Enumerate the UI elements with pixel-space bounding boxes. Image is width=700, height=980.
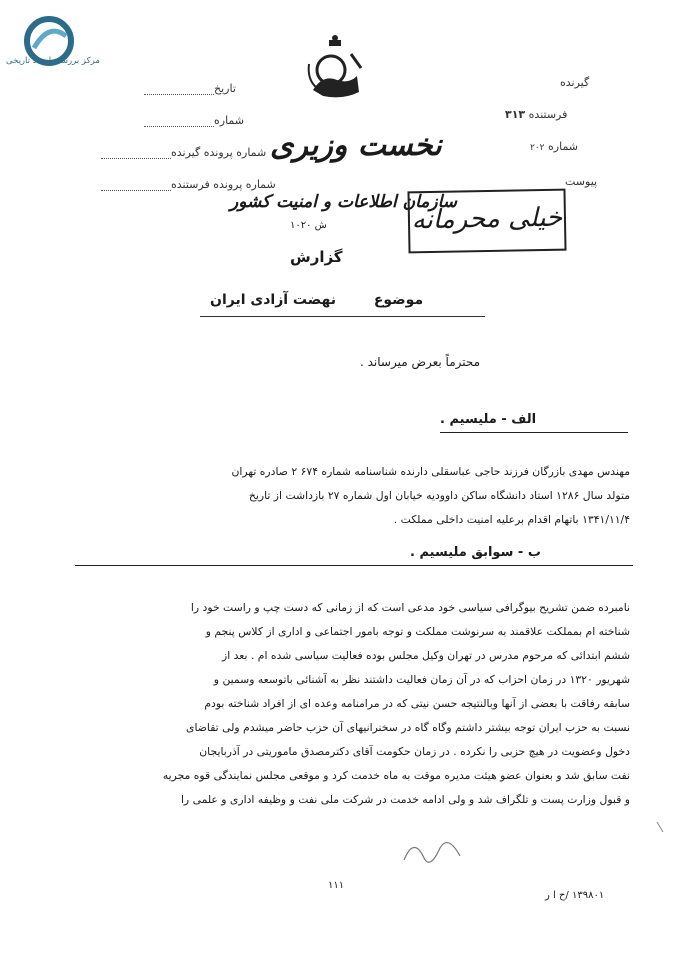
- header-field-attachment: پیوست: [565, 175, 598, 188]
- section-b-heading: ب - سوابق ملیسیم .: [410, 545, 541, 560]
- document-type: گزارش: [290, 248, 343, 266]
- section-b-line: سابقه رفاقت با بعضی از آنها وبالنتیجه حسن نیتی که در مرامنامه وعده ای از افراد شناخته بودم: [204, 697, 630, 710]
- section-b-line: نامبرده ضمن تشریح بیوگرافی سیاسی خود مدعی است که از زمانی که دست چپ و راست خود را: [190, 601, 630, 614]
- handwritten-mark-icon: [400, 830, 480, 870]
- section-b-line: شناخته ام بمملکت علاقمند به سرنوشت مملکت و توجه بامور اجتماعی و اداری از کلاس پنجم و: [205, 625, 630, 638]
- document-code: ۱۳۹۸۰۱ /ح ا ر: [545, 890, 605, 901]
- header-field-sender: فرستنده ۳۱۳: [505, 108, 568, 121]
- header-field-date: تاریخ: [138, 82, 236, 95]
- lion-and-sun-icon: [303, 34, 367, 104]
- section-a-line: متولد سال ۱۲۸۶ استاد دانشگاه ساکن داوودیه خیابان اول شماره ۲۷ بازداشت از تاریخ: [248, 489, 630, 502]
- section-b-body: [60, 596, 630, 812]
- section-b-line: نسبت به حزب ایران توجه بیشتر داشتم وگاه گاه در سخنرانیهای آن حزب حاضر میشدم ولی تقاضای: [186, 721, 630, 734]
- header-field-receiver-file: شماره پرونده گیرنده: [95, 146, 266, 159]
- header-field-recipient: گیرنده: [560, 76, 590, 89]
- section-b-line: نفت سابق شد و بعنوان عضو هیئت مدیره موقت به ماه خدمت کرد و موقعی مجلس نمایندگی قوه مجریه: [162, 769, 630, 782]
- reference-number: ش ۱۰۲۰: [290, 220, 327, 231]
- section-b-line: ششم ابتدائی که مرحوم مدرس در تهران وکیل مجلس بوده فعالیت سیاسی شده ام . بعد از: [221, 649, 630, 662]
- header-field-sender-file: شماره پرونده فرستنده: [95, 178, 276, 191]
- section-a-body: [90, 460, 630, 532]
- section-b-rule: [75, 565, 633, 566]
- section-b-line: شهریور ۱۳۲۰ در زمان احزاب که در آن زمان فعالیت داشتند نظر به آشنائی باتوسعه وسمین و: [213, 673, 630, 686]
- section-a-heading: الف - ملیسیم .: [440, 412, 537, 427]
- margin-mark-icon: [655, 820, 665, 834]
- letterhead-title: نخست وزیری: [270, 128, 442, 163]
- subject-label: موضوع: [373, 292, 424, 308]
- section-a-rule: [440, 432, 628, 433]
- subject-value: نهضت آزادی ایران: [210, 292, 337, 308]
- header-field-serial: شماره ۲۰۲: [530, 140, 579, 153]
- section-b-line: و قبول وزارت پست و تلگراف شد و ولی ادامه خدمت در شرکت ملی نفت و وظیفه اداری و علمی را: [180, 793, 630, 806]
- organization-name: سازمان اطلاعات و امنیت کشور: [230, 192, 458, 212]
- page-marker: ۱۱۱: [328, 880, 345, 891]
- section-b-line: دخول وعضویت در هیچ حزبی را نکرده . در زمان حکومت آقای دکترمصدق ماموریتی در آذربایجان: [199, 745, 630, 758]
- section-a-line: مهندس مهدی بازرگان فرزند حاجی عباسقلی دارنده شناسنامه شماره ۶۷۴ ۲ صادره تهران: [231, 465, 630, 478]
- subject-line: [210, 292, 423, 308]
- section-a-line: ۱۳۴۱/۱۱/۴ باتهام اقدام برعلیه امنیت داخلی مملکت .: [393, 513, 630, 526]
- subject-underline: [200, 316, 485, 317]
- header-field-number: شماره: [138, 114, 244, 127]
- watermark-text: مرکز بررسی اسناد تاریخی: [6, 56, 100, 66]
- classification-stamp: خیلی محرمانه: [407, 189, 566, 254]
- greeting: محترماً بعرض میرساند .: [360, 355, 481, 369]
